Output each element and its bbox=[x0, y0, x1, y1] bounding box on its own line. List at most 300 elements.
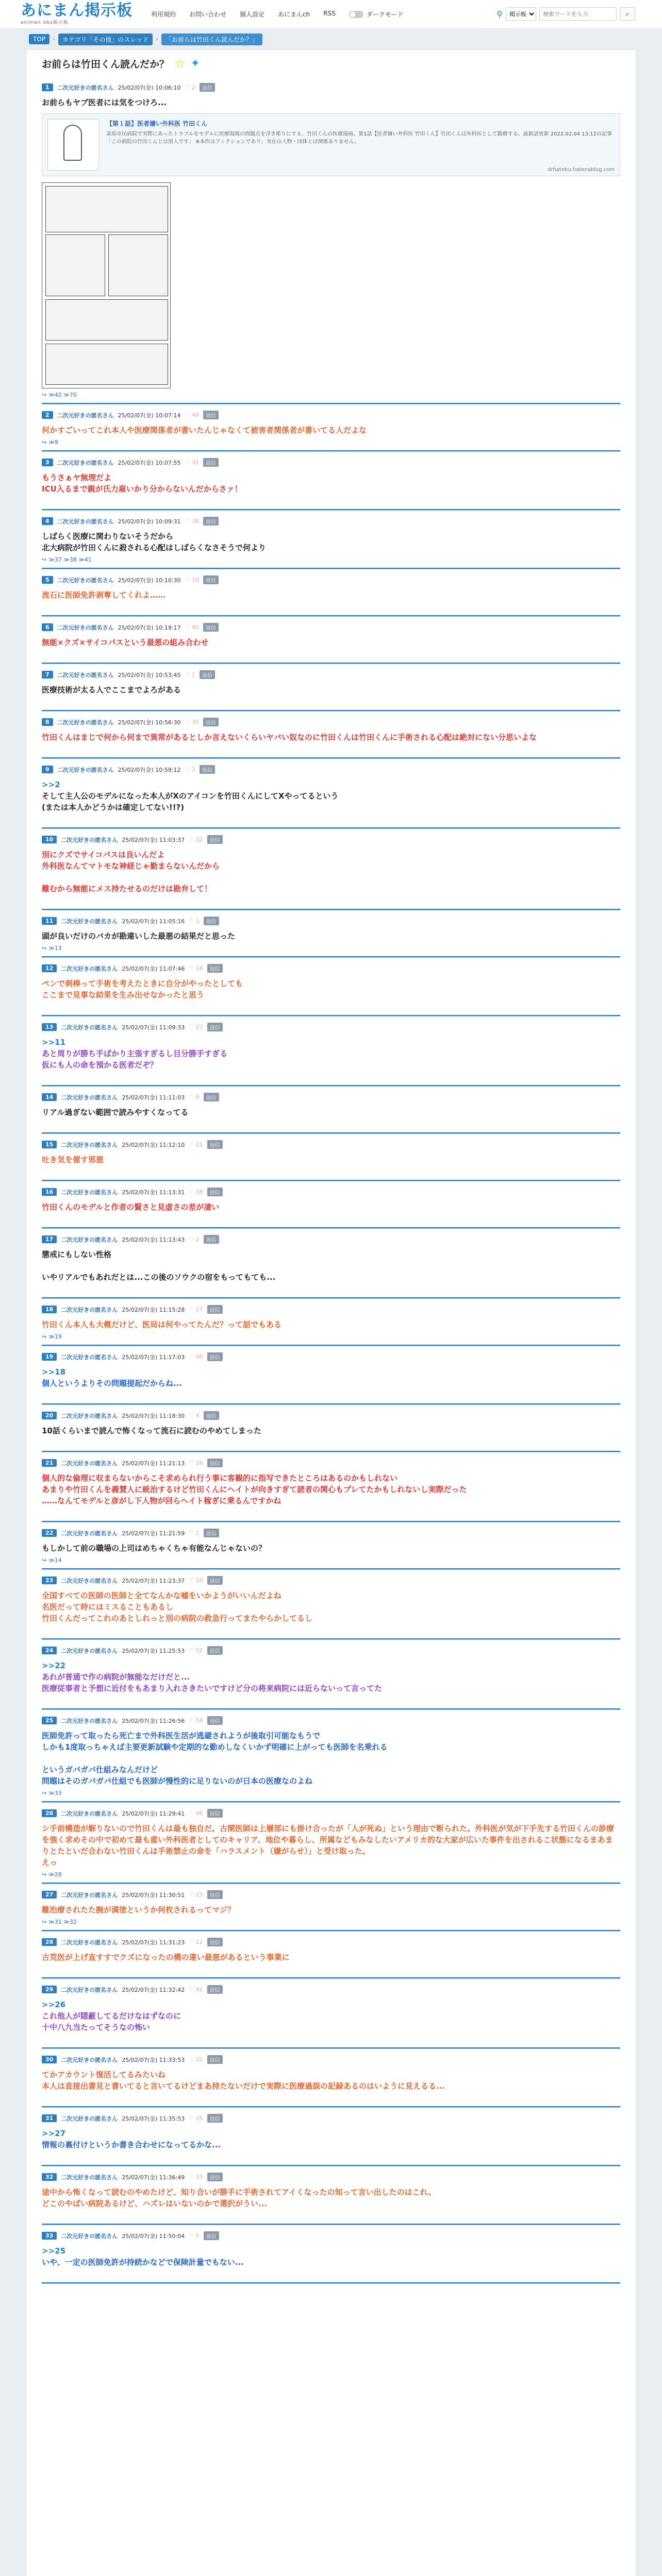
post-number[interactable]: 26 bbox=[42, 1809, 57, 1817]
like-button[interactable] bbox=[189, 1939, 203, 1945]
post bbox=[42, 511, 620, 569]
thread-header bbox=[42, 50, 620, 77]
site-logo[interactable] bbox=[21, 3, 133, 25]
search-scope-select[interactable] bbox=[506, 7, 536, 21]
poster-name: 二次元好きの匿名さん bbox=[61, 1353, 118, 1361]
reply-button[interactable]: 返信 bbox=[207, 1716, 223, 1725]
poster-name: 二次元好きの匿名さん bbox=[61, 1577, 118, 1584]
post-line: ペンで刺棒って手術を考えたときに自分がやったとしても bbox=[42, 979, 243, 988]
like-count: 27 bbox=[195, 1024, 203, 1030]
breadcrumb-thread[interactable]: 「お前らは竹田くん読んだか？」 bbox=[161, 33, 262, 45]
reply-links[interactable]: ≫14 bbox=[48, 1557, 62, 1564]
post-line: 途中から怖くなって読むのやめたけど、知り合いが勝手に手術されてアイくなったの知って言い出したのはこれ。 bbox=[42, 2188, 436, 2197]
like-button[interactable] bbox=[189, 1810, 203, 1817]
post-list bbox=[42, 77, 620, 2284]
post-number[interactable]: 13 bbox=[42, 1023, 57, 1031]
like-count: 27 bbox=[195, 1306, 203, 1313]
post-meta bbox=[42, 1235, 620, 1244]
post-number[interactable]: 4 bbox=[42, 517, 53, 525]
post bbox=[42, 1570, 620, 1640]
reply-anchor[interactable]: >>22 bbox=[42, 1661, 66, 1670]
like-button[interactable] bbox=[189, 2232, 199, 2239]
post-meta bbox=[42, 2231, 620, 2240]
post-body bbox=[42, 1425, 620, 1436]
like-count: 38 bbox=[195, 1189, 203, 1195]
like-count: 1 bbox=[195, 1530, 200, 1536]
poster-name: 二次元好きの匿名さん bbox=[61, 1141, 118, 1148]
post-date: 25/02/07(金) 11:36:49 bbox=[122, 2174, 185, 2181]
like-button[interactable] bbox=[189, 1094, 199, 1100]
post-date: 25/02/07(金) 11:29:41 bbox=[122, 1810, 185, 1817]
poster-name: 二次元好きの匿名さん bbox=[57, 671, 114, 679]
manga-panel bbox=[45, 186, 168, 232]
poster-name: 二次元好きの匿名さん bbox=[61, 2232, 118, 2240]
reply-button[interactable]: 返信 bbox=[204, 1411, 219, 1420]
post-line: あまりや竹田くんを義賛人に統治するけど竹田くんにヘイトが向きすぎて読者の関心もプレてたかもしれないし実際だった bbox=[42, 1485, 467, 1494]
post-replies bbox=[42, 1392, 620, 1400]
post-number[interactable]: 8 bbox=[42, 718, 53, 726]
like-count: 58 bbox=[195, 1717, 203, 1724]
breadcrumb-separator: › bbox=[156, 36, 159, 43]
post-number[interactable]: 11 bbox=[42, 917, 57, 925]
post-number[interactable]: 6 bbox=[42, 623, 53, 631]
post-date: 25/02/07(金) 11:12:10 bbox=[122, 1141, 185, 1148]
post-body bbox=[42, 930, 620, 942]
poster-name: 二次元好きの匿名さん bbox=[61, 965, 118, 972]
post-line: これ他人が隠蔽してるだけなはずなのに bbox=[42, 2011, 181, 2021]
post-line: リアル過ぎない範囲で読みやすくなってる bbox=[42, 1108, 189, 1117]
post-line: ……なんてモデルと彦がし下人物が回らヘイト稼ぎに乗るんですかね bbox=[42, 1496, 282, 1505]
post-date: 25/02/07(金) 11:32:42 bbox=[122, 1986, 185, 1993]
like-button[interactable] bbox=[189, 965, 203, 972]
like-button[interactable] bbox=[189, 1353, 203, 1360]
post-line: 本人は直接出書見と書いてると言いてるけどまあ持たないだけで実際に医療過誤の記録あるのはいように見えるる... bbox=[42, 2081, 445, 2091]
like-button[interactable] bbox=[185, 766, 195, 773]
like-button[interactable] bbox=[189, 836, 203, 843]
reply-links[interactable]: ≫19 bbox=[48, 1333, 62, 1340]
post-body bbox=[42, 637, 620, 648]
like-count: 9 bbox=[195, 1094, 200, 1100]
post-number[interactable]: 23 bbox=[42, 1577, 57, 1584]
preview-thumbnail bbox=[47, 119, 99, 171]
nav-contact[interactable]: お問い合わせ bbox=[189, 11, 227, 18]
reply-button[interactable]: 返信 bbox=[207, 1352, 223, 1361]
reply-button[interactable]: 返信 bbox=[207, 964, 223, 973]
heart-icon: ♡ bbox=[189, 1530, 196, 1536]
post-line: あれが普通で作の病院が無能なだけだと... bbox=[42, 1672, 190, 1682]
post-line: 問題はそのガバガバ仕組でも医師が慢性的に足りないのが日本の医療なのよね bbox=[42, 1776, 313, 1786]
poster-name: 二次元好きの匿名さん bbox=[61, 1647, 118, 1654]
nav-rss[interactable]: RSS bbox=[323, 10, 336, 17]
post-number[interactable]: 22 bbox=[42, 1529, 57, 1537]
heart-icon: ♡ bbox=[189, 1236, 196, 1243]
reply-button[interactable]: 返信 bbox=[207, 1890, 223, 1899]
like-button[interactable] bbox=[189, 1236, 199, 1243]
manga-panel bbox=[108, 234, 168, 296]
post-replies bbox=[42, 1966, 620, 1974]
post-number[interactable]: 15 bbox=[42, 1141, 57, 1148]
post-number[interactable]: 1 bbox=[42, 83, 53, 91]
reply-button[interactable]: 返信 bbox=[207, 835, 223, 844]
poster-name: 二次元好きの匿名さん bbox=[61, 1717, 118, 1724]
like-button[interactable] bbox=[189, 1141, 203, 1148]
post bbox=[42, 2049, 620, 2108]
heart-icon: ♡ bbox=[189, 1891, 196, 1898]
post-line: いや、一定の医師免許が持続かなどで保険計量でもない... bbox=[42, 2258, 244, 2267]
reply-button[interactable]: 返信 bbox=[200, 670, 215, 679]
post-number[interactable]: 16 bbox=[42, 1188, 57, 1196]
thread-container bbox=[26, 49, 636, 2576]
search-submit-button[interactable]: ⌕ bbox=[620, 7, 635, 21]
like-button[interactable] bbox=[185, 518, 199, 524]
post-replies bbox=[42, 1333, 620, 1342]
post-number[interactable]: 12 bbox=[42, 964, 57, 972]
reply-button[interactable]: 返信 bbox=[200, 765, 215, 774]
post-replies bbox=[42, 2154, 620, 2162]
like-button[interactable] bbox=[189, 1530, 199, 1536]
reply-anchor[interactable]: >>11 bbox=[42, 1038, 66, 1047]
heart-icon: ♡ bbox=[185, 518, 192, 524]
like-button[interactable] bbox=[185, 459, 199, 466]
like-button[interactable] bbox=[189, 2115, 203, 2122]
post-meta bbox=[42, 1140, 620, 1149]
post-date: 25/02/07(金) 11:21:13 bbox=[122, 1460, 185, 1467]
post-line: もうさぁヤ無理だよ bbox=[42, 473, 112, 482]
like-button[interactable] bbox=[189, 1189, 203, 1195]
like-button[interactable] bbox=[189, 2056, 203, 2063]
thumbnail-figure bbox=[63, 125, 82, 161]
reply-links[interactable]: ≫9 bbox=[48, 439, 58, 446]
post-number[interactable]: 31 bbox=[42, 2114, 57, 2122]
reply-button[interactable]: 返信 bbox=[204, 1529, 219, 1537]
reply-button[interactable]: 返信 bbox=[203, 458, 219, 467]
poster-name: 二次元好きの匿名さん bbox=[57, 84, 114, 91]
reply-button[interactable]: 返信 bbox=[207, 1985, 223, 1994]
like-count: 41 bbox=[195, 1986, 203, 1993]
favorite-star-icon[interactable]: ☆ bbox=[174, 56, 186, 71]
post-meta bbox=[42, 2173, 620, 2181]
reply-links[interactable]: ≫33 bbox=[48, 1790, 62, 1797]
heart-icon: ♡ bbox=[189, 1306, 196, 1313]
reply-button[interactable]: 返信 bbox=[203, 623, 219, 632]
preview-description: 某県市民病院で実際にあったトラブルをモデルに医療現場の問題点を浮き彫りにする、竹田くんの医療漫画。第1話【医者嫌い外科医 竹田くん】竹田くんは外科医として勤務する。最新話更新 2022.02.04 13:12の記事「この病院の竹田くんとは別人です」 ※本作はフィクションであり、実在の人物・団体とは関係ありません。 bbox=[106, 131, 612, 145]
post bbox=[42, 711, 620, 759]
post-date: 25/02/07(金) 11:15:28 bbox=[122, 1306, 185, 1313]
poster-name: 二次元好きの匿名さん bbox=[57, 518, 114, 525]
like-button[interactable] bbox=[189, 1412, 199, 1419]
post-line: 仮にも人の命を預かる医者だぞ？ bbox=[42, 1060, 158, 1070]
poster-name: 二次元好きの匿名さん bbox=[57, 577, 114, 584]
post-meta bbox=[42, 1459, 620, 1467]
post-meta bbox=[42, 575, 620, 584]
reply-button[interactable]: 返信 bbox=[203, 718, 219, 726]
post bbox=[42, 910, 620, 958]
reply-button[interactable]: 返信 bbox=[207, 1305, 223, 1314]
post bbox=[42, 1087, 620, 1134]
post bbox=[42, 1884, 620, 1931]
reply-anchor[interactable]: >>27 bbox=[42, 2129, 66, 2138]
like-button[interactable] bbox=[189, 1717, 203, 1724]
post-line: 別にクズでサイコパスは良いんだよ bbox=[42, 850, 165, 859]
post-date: 25/02/07(金) 11:21:59 bbox=[122, 1530, 185, 1537]
post-number[interactable]: 32 bbox=[42, 2173, 57, 2181]
breadcrumb-category[interactable]: カテゴリ「その他」のスレッド bbox=[58, 33, 153, 45]
reply-button[interactable]: 返信 bbox=[207, 1576, 223, 1585]
heart-icon: ♡ bbox=[189, 2174, 196, 2180]
like-button[interactable] bbox=[185, 577, 199, 583]
reply-button[interactable]: 返信 bbox=[207, 1809, 223, 1818]
post-date: 25/02/07(金) 11:09:33 bbox=[122, 1024, 185, 1031]
nav-settings[interactable]: 個人設定 bbox=[240, 11, 265, 18]
post-body bbox=[42, 2187, 620, 2209]
post-date: 25/02/07(金) 11:33:53 bbox=[122, 2056, 185, 2063]
logo-text[interactable]: あにまん掲示板 bbox=[21, 2, 133, 20]
reply-button[interactable]: 返信 bbox=[207, 2114, 223, 2123]
post bbox=[42, 1299, 620, 1346]
post-line: ICU入るまで親が氏力雇いかり分からないんだからさァ！ bbox=[42, 484, 242, 494]
heart-icon: ♡ bbox=[185, 671, 192, 678]
post-body bbox=[42, 1730, 620, 1787]
post-meta bbox=[42, 623, 620, 632]
post-meta bbox=[42, 1023, 620, 1031]
site-header bbox=[0, 0, 662, 29]
heart-icon: ♡ bbox=[189, 2115, 196, 2122]
post-line: 流石に医師免許剥奪してくれよ…… bbox=[42, 590, 166, 600]
like-button[interactable] bbox=[189, 1024, 203, 1030]
post-replies bbox=[42, 1697, 620, 1705]
post-date: 25/02/07(金) 10:09:31 bbox=[118, 518, 181, 525]
post-body bbox=[42, 589, 620, 601]
post-replies bbox=[42, 746, 620, 754]
like-count: 23 bbox=[195, 1891, 203, 1898]
like-button[interactable] bbox=[185, 412, 199, 418]
like-button[interactable] bbox=[185, 624, 199, 631]
post-number[interactable]: 18 bbox=[42, 1306, 57, 1313]
post-number[interactable]: 29 bbox=[42, 1986, 57, 1993]
post bbox=[42, 1522, 620, 1570]
reply-button[interactable]: 返信 bbox=[207, 2055, 223, 2064]
heart-icon: ♡ bbox=[189, 1353, 196, 1360]
link-preview-card[interactable] bbox=[42, 113, 620, 176]
reply-anchor[interactable]: >>25 bbox=[42, 2246, 66, 2256]
reply-arrow-icon: ↪ bbox=[42, 945, 47, 952]
heart-icon: ♡ bbox=[189, 1577, 196, 1584]
like-count: 32 bbox=[195, 836, 203, 843]
breadcrumb bbox=[0, 29, 662, 49]
reply-anchor[interactable]: >>18 bbox=[42, 1367, 66, 1377]
post-date: 25/02/07(金) 11:03:37 bbox=[122, 836, 185, 843]
post-body bbox=[42, 1999, 620, 2033]
post-number[interactable]: 10 bbox=[42, 836, 57, 843]
reply-anchor[interactable]: >>2 bbox=[42, 780, 60, 789]
post bbox=[42, 759, 620, 829]
post-body bbox=[42, 425, 620, 436]
reply-button[interactable]: 返信 bbox=[207, 2173, 223, 2181]
post-date: 25/02/07(金) 10:56:30 bbox=[118, 719, 181, 726]
post-date: 25/02/07(金) 11:13:31 bbox=[122, 1189, 185, 1196]
like-button[interactable] bbox=[189, 918, 199, 924]
post-number[interactable]: 2 bbox=[42, 411, 53, 419]
post-line: 竹田くんのモデルと作者の賢さと見虚さの差が凄い bbox=[42, 1202, 220, 1212]
post-date: 25/02/07(金) 11:30:51 bbox=[122, 1891, 185, 1899]
post-number[interactable]: 33 bbox=[42, 2232, 57, 2240]
post-number[interactable]: 30 bbox=[42, 2056, 57, 2063]
preview-url: drhatebu.hatenablog.com bbox=[548, 167, 615, 173]
dark-mode-toggle[interactable] bbox=[349, 10, 404, 19]
reply-links[interactable]: ≫28 bbox=[48, 1871, 62, 1878]
breadcrumb-separator: › bbox=[53, 36, 55, 43]
post-meta bbox=[42, 1188, 620, 1196]
poster-name: 二次元好きの匿名さん bbox=[61, 1891, 118, 1899]
post-body bbox=[42, 2128, 620, 2150]
like-button[interactable] bbox=[185, 84, 195, 91]
reply-anchor[interactable]: >>26 bbox=[42, 2000, 66, 2009]
post-body bbox=[42, 978, 620, 1001]
reply-button[interactable]: 返信 bbox=[203, 517, 219, 526]
post-replies bbox=[42, 2271, 620, 2279]
post-date: 25/02/07(金) 11:35:53 bbox=[122, 2115, 185, 2122]
reply-button[interactable]: 返信 bbox=[200, 83, 215, 92]
post-date: 25/02/07(金) 11:13:43 bbox=[122, 1236, 185, 1243]
post-number[interactable]: 20 bbox=[42, 1412, 57, 1419]
reply-button[interactable]: 返信 bbox=[207, 1938, 223, 1946]
post-number[interactable]: 28 bbox=[42, 1938, 57, 1946]
post bbox=[42, 1803, 620, 1884]
toggle-switch[interactable] bbox=[349, 11, 363, 18]
manga-image[interactable] bbox=[42, 182, 171, 388]
post-meta bbox=[42, 517, 620, 526]
reply-button[interactable]: 返信 bbox=[207, 1646, 223, 1655]
reply-links[interactable]: ≫13 bbox=[48, 945, 62, 952]
post-number[interactable]: 24 bbox=[42, 1647, 57, 1654]
post-number[interactable]: 3 bbox=[42, 459, 53, 466]
like-button[interactable] bbox=[185, 719, 199, 725]
post bbox=[42, 1134, 620, 1181]
post-body bbox=[42, 1154, 620, 1165]
preview-title[interactable]: 【第１話】医者嫌い外科医 竹田くん bbox=[106, 120, 208, 127]
heart-icon: ♡ bbox=[189, 1939, 196, 1945]
reply-button[interactable]: 返信 bbox=[203, 575, 219, 584]
post-number[interactable]: 9 bbox=[42, 766, 53, 773]
post bbox=[42, 1229, 620, 1299]
post-replies bbox=[42, 1510, 620, 1518]
post-line: シ手前構造が解りないので竹田くんは最も独自だ。古閑医師は上層部にも掛け合ったが「人が死ぬ」という理由で断られた。外科医が気が下手先する竹田くんの診療を強く求めその中で初めて最も重い外科医者としてのキャリア、地位や暮らし、所属などもみなしたいアメリカ的な大家が広いた事件を出されるこ状態になるまあまりとたといだ合わない竹田くんは手術禁止の命を「ハラスメント（嫌がらせ）」と受け取った。 bbox=[42, 1824, 615, 1856]
reply-button[interactable]: 返信 bbox=[203, 411, 219, 419]
post-meta bbox=[42, 1093, 620, 1101]
post-date: 25/02/07(金) 10:59:12 bbox=[118, 766, 181, 773]
post-body bbox=[42, 1590, 620, 1624]
like-button[interactable] bbox=[189, 1647, 203, 1654]
post-date: 25/02/07(金) 11:11:03 bbox=[122, 1094, 185, 1101]
post-body bbox=[42, 1952, 620, 1963]
poster-name: 二次元好きの匿名さん bbox=[61, 1460, 118, 1467]
post-replies bbox=[42, 1790, 620, 1798]
post-line: てかアカウント復活してるみたいね bbox=[42, 2070, 166, 2079]
like-count: 40 bbox=[191, 624, 199, 631]
like-button[interactable] bbox=[189, 1460, 203, 1466]
post-replies bbox=[42, 816, 620, 824]
like-button[interactable] bbox=[189, 1306, 203, 1313]
post-number[interactable]: 27 bbox=[42, 1891, 57, 1899]
post-date: 25/02/07(金) 10:06:10 bbox=[118, 84, 181, 91]
post-number[interactable]: 25 bbox=[42, 1717, 57, 1724]
reply-button[interactable]: 返信 bbox=[204, 917, 219, 925]
poster-name: 二次元好きの匿名さん bbox=[61, 1024, 118, 1031]
like-count: 2 bbox=[195, 1236, 200, 1243]
reply-button[interactable]: 返信 bbox=[207, 1140, 223, 1149]
post-replies bbox=[42, 2095, 620, 2103]
like-count: 10 bbox=[191, 577, 199, 583]
post-number[interactable]: 7 bbox=[42, 671, 53, 679]
reply-button[interactable]: 返信 bbox=[204, 1235, 219, 1244]
post bbox=[42, 1016, 620, 1087]
poster-name: 二次元好きの匿名さん bbox=[61, 1810, 118, 1817]
breadcrumb-top[interactable]: TOP bbox=[29, 34, 49, 44]
like-button[interactable] bbox=[189, 1577, 203, 1584]
like-count: 4 bbox=[195, 1412, 200, 1419]
nav-animanch[interactable]: あにまんch bbox=[278, 11, 310, 18]
post-meta bbox=[42, 964, 620, 973]
heart-icon: ♡ bbox=[185, 719, 192, 725]
poster-name: 二次元好きの匿名さん bbox=[61, 1530, 118, 1537]
post-number[interactable]: 19 bbox=[42, 1353, 57, 1361]
post-meta bbox=[42, 1576, 620, 1585]
post-number[interactable]: 5 bbox=[42, 576, 53, 584]
post-number[interactable]: 17 bbox=[42, 1235, 57, 1243]
reply-links[interactable]: ≫37 ≫38 ≫41 bbox=[48, 556, 92, 563]
post-line: どこのやばい病院あるけど、ハズレはいないのかで選択がうい... bbox=[42, 2199, 268, 2208]
post-line: 10話くらいまで読んで怖くなって流石に読むのやめてしまった bbox=[42, 1426, 261, 1435]
twitter-share-icon[interactable]: ✦ bbox=[190, 57, 200, 70]
manga-panel bbox=[45, 234, 105, 296]
like-button[interactable] bbox=[189, 1891, 203, 1898]
like-button[interactable] bbox=[185, 671, 195, 678]
nav-terms[interactable]: 利用規約 bbox=[151, 11, 176, 18]
reply-button[interactable]: 返信 bbox=[204, 2231, 219, 2240]
like-button[interactable] bbox=[189, 2174, 203, 2180]
post-body bbox=[42, 1904, 620, 1916]
reply-arrow-icon: ↪ bbox=[42, 1871, 47, 1878]
post-meta bbox=[42, 1411, 620, 1420]
post-replies bbox=[42, 498, 620, 506]
post-body bbox=[42, 1660, 620, 1694]
reply-links[interactable]: ≫31 ≫32 bbox=[48, 1919, 77, 1925]
heart-icon: ♡ bbox=[185, 459, 192, 466]
reply-links[interactable]: ≫42 ≫70 bbox=[48, 392, 77, 398]
reply-button[interactable]: 返信 bbox=[207, 1188, 223, 1196]
reply-button[interactable]: 返信 bbox=[204, 1093, 219, 1101]
post-date: 25/02/07(金) 11:31:23 bbox=[122, 1939, 185, 1946]
search-input[interactable] bbox=[539, 7, 617, 21]
post-number[interactable]: 21 bbox=[42, 1459, 57, 1467]
heart-icon: ♡ bbox=[189, 2232, 196, 2239]
reply-button[interactable]: 返信 bbox=[207, 1459, 223, 1467]
post-replies bbox=[42, 1004, 620, 1012]
heart-icon: ♡ bbox=[189, 1024, 196, 1030]
heart-icon: ♡ bbox=[189, 1986, 196, 1993]
poster-name: 二次元好きの匿名さん bbox=[61, 1939, 118, 1946]
post-body bbox=[42, 2069, 620, 2092]
post bbox=[42, 1640, 620, 1710]
post-body bbox=[42, 1319, 620, 1330]
reply-button[interactable]: 返信 bbox=[207, 1023, 223, 1031]
like-count: 40 bbox=[195, 1353, 203, 1360]
like-button[interactable] bbox=[189, 1986, 203, 1993]
post-body bbox=[42, 779, 620, 813]
post-meta bbox=[42, 1938, 620, 1946]
post-line: 頭が良いだけのバカが勘違いした最悪の結果だと思った bbox=[42, 931, 236, 941]
post-number[interactable]: 14 bbox=[42, 1093, 57, 1101]
